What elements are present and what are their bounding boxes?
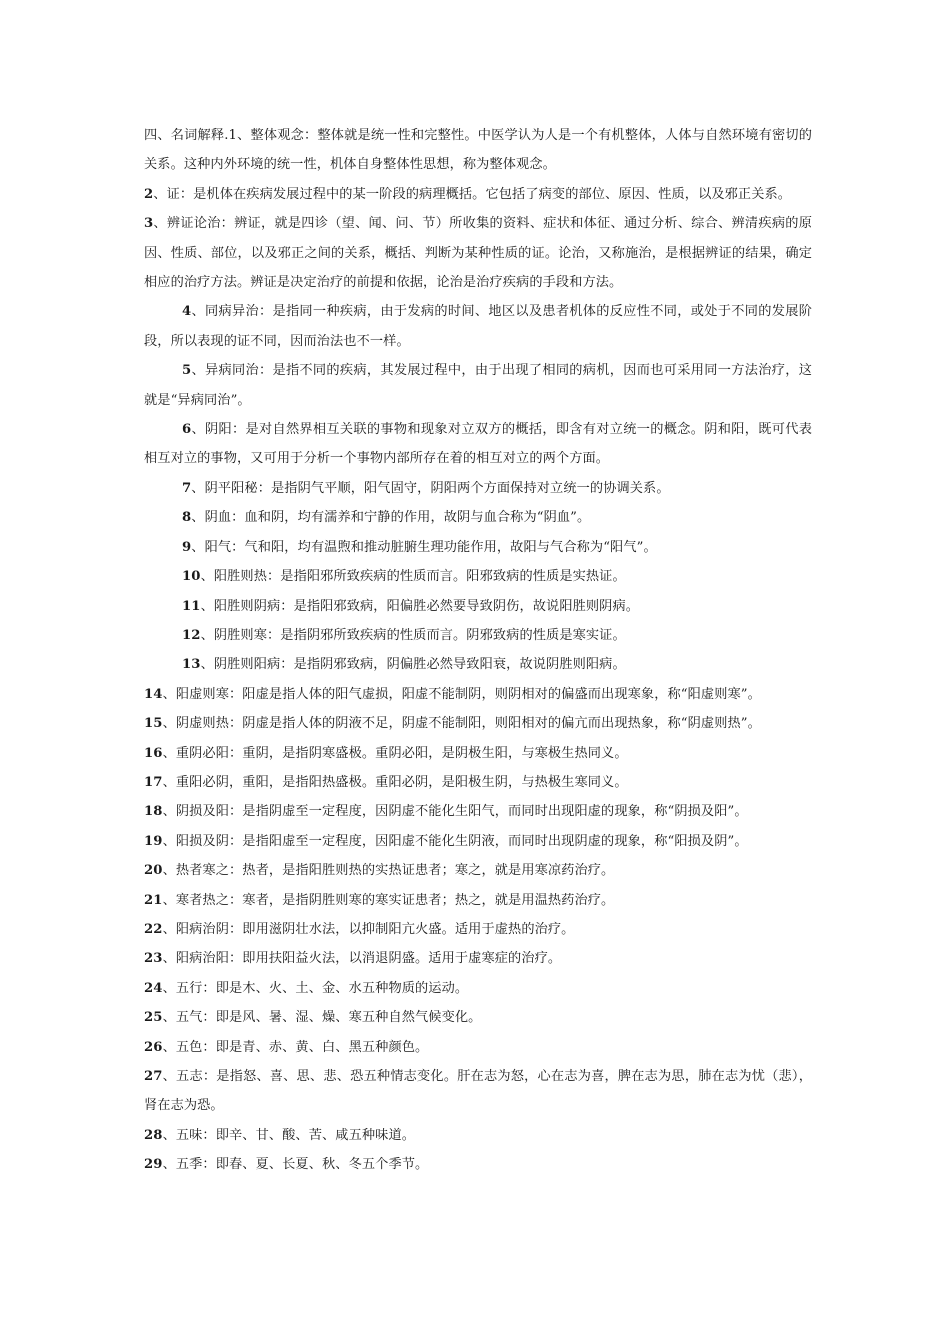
entry-text: 、阴血：血和阴，均有濡养和宁静的作用，故阴与血合称为“阴血”。 — [191, 510, 591, 526]
entry-13 — [144, 650, 812, 679]
entry-number: 14 — [144, 686, 163, 702]
entry-number: 5 — [182, 363, 192, 379]
entry-text: 、阳胜则热：是指阳邪所致疾病的性质而言。阳邪致病的性质是实热证。 — [200, 569, 626, 585]
entry-number: 16 — [144, 745, 163, 761]
entry-22 — [144, 915, 812, 944]
entry-12 — [144, 621, 812, 650]
entry-3 — [144, 209, 812, 297]
entry-5 — [144, 356, 812, 415]
entry-text: 、阴损及阳：是指阴虚至一定程度，因阴虚不能化生阳气，而同时出现阳虚的现象，称“阴损及阳”。 — [162, 804, 748, 820]
document-page — [144, 121, 812, 1180]
entry-number: 21 — [144, 892, 163, 908]
entry-20 — [144, 856, 812, 885]
entry-number: 10 — [182, 569, 201, 585]
entry-text: 、阴胜则阳病：是指阴邪致病，阴偏胜必然导致阳衰，故说阴胜则阳病。 — [200, 657, 626, 673]
entry-number: 29 — [144, 1157, 163, 1173]
entry-text: 、阳虚则寒：阳虚是指人体的阳气虚损，阳虚不能制阴，则阴相对的偏盛而出现寒象，称“阳虚则寒”。 — [162, 686, 761, 702]
entry-text: 、阴胜则寒：是指阴邪所致疾病的性质而言。阴邪致病的性质是寒实证。 — [200, 627, 626, 643]
entry-number: 11 — [182, 598, 201, 614]
entry-number: 6 — [182, 422, 192, 438]
entry-text: 、阳损及阴：是指阳虚至一定程度，因阳虚不能化生阴液，而同时出现阴虚的现象，称“阳损及阴”。 — [162, 833, 748, 849]
entry-number: 7 — [182, 480, 192, 496]
entry-number: 13 — [182, 657, 201, 673]
entry-9 — [144, 533, 812, 562]
entry-1 — [144, 121, 812, 180]
entry-text: 、阳胜则阴病：是指阳邪致病，阳偏胜必然要导致阴伤，故说阳胜则阴病。 — [200, 598, 640, 614]
entry-2 — [144, 180, 812, 209]
entry-27 — [144, 1062, 812, 1121]
entry-7 — [144, 474, 812, 503]
entry-23 — [144, 944, 812, 973]
entry-text: 、同病异治：是指同一种疾病，由于发病的时间、地区以及患者机体的反应性不同，或处于不同的发展阶段，所以表现的证不同，因而治法也不一样。 — [144, 304, 812, 349]
entry-19 — [144, 827, 812, 856]
entry-text: 、整体观念：整体就是统一性和完整性。中医学认为人是一个有机整体，人体与自然环境有密切的关系。这种内外环境的统一性，机体自身整体性思想，称为整体观念。 — [144, 128, 812, 173]
entry-4 — [144, 297, 812, 356]
entry-14 — [144, 680, 812, 709]
entry-text: 、阳气：气和阳，均有温煦和推动脏腑生理功能作用，故阳与气合称为“阳气”。 — [191, 539, 657, 555]
entry-21 — [144, 886, 812, 915]
entry-text: 、热者寒之：热者，是指阳胜则热的实热证患者；寒之，就是用寒凉药治疗。 — [162, 863, 615, 879]
entry-text: 、异病同治：是指不同的疾病，其发展过程中，由于出现了相同的病机，因而也可采用同一方法治疗，这就是“异病同治”。 — [144, 363, 812, 408]
entry-25 — [144, 1003, 812, 1032]
entry-text: 、重阳必阴，重阳，是指阳热盛极。重阳必阴，是阳极生阴，与热极生寒同义。 — [162, 774, 628, 790]
entry-text: 、五季：即春、夏、长夏、秋、冬五个季节。 — [162, 1157, 429, 1173]
entry-text: 、五气：即是风、暑、湿、燥、寒五种自然气候变化。 — [162, 1010, 482, 1026]
entry-number: 15 — [144, 716, 163, 732]
entry-number: 8 — [182, 510, 192, 526]
entry-number: 24 — [144, 980, 163, 996]
entry-text: 、辨证论治：辨证，就是四诊（望、闻、问、节）所收集的资料、症状和体征、通过分析、综合、辨清疾病的原因、性质、部位，以及邪正之间的关系，概括、判断为某种性质的证。论治，又称施治，是根据辨证的结果，确定相应的治疗方法。辨证是决定治疗的前提和依据，论治是治疗疾病的手段和方法。 — [144, 216, 812, 291]
entry-number: 18 — [144, 804, 163, 820]
entry-number: 20 — [144, 863, 163, 879]
entry-text: 、阳病治阳：即用扶阳益火法，以消退阴盛。适用于虚寒症的治疗。 — [162, 951, 562, 967]
entry-number: 19 — [144, 833, 163, 849]
entry-10 — [144, 562, 812, 591]
entry-28 — [144, 1121, 812, 1150]
entry-text: 、寒者热之：寒者，是指阴胜则寒的寒实证患者；热之，就是用温热药治疗。 — [162, 892, 615, 908]
entry-number: 17 — [144, 774, 163, 790]
entry-number: 22 — [144, 921, 163, 937]
entry-11 — [144, 592, 812, 621]
entry-number: 28 — [144, 1127, 163, 1143]
entry-26 — [144, 1033, 812, 1062]
entry-number: 四、名词解释.1 — [144, 128, 238, 143]
entry-number: 25 — [144, 1010, 163, 1026]
entry-text: 、五志：是指怒、喜、思、悲、恐五种情志变化。肝在志为怒，心在志为喜，脾在志为思，肺在志为忧（悲），肾在志为恐。 — [144, 1069, 812, 1114]
entry-text: 、五行：即是木、火、土、金、水五种物质的运动。 — [162, 980, 469, 996]
entry-text: 、重阴必阳：重阴，是指阴寒盛极。重阴必阳，是阴极生阳，与寒极生热同义。 — [162, 745, 628, 761]
entry-17 — [144, 768, 812, 797]
entry-number: 12 — [182, 627, 201, 643]
entry-8 — [144, 503, 812, 532]
entry-number: 3 — [144, 216, 154, 232]
entry-15 — [144, 709, 812, 738]
entry-18 — [144, 797, 812, 826]
entry-text: 、阴虚则热：阴虚是指人体的阴液不足，阴虚不能制阳，则阳相对的偏亢而出现热象，称“阴虚则热”。 — [162, 716, 761, 732]
entry-number: 27 — [144, 1069, 163, 1084]
entry-text: 、证：是机体在疾病发展过程中的某一阶段的病理概括。它包括了病变的部位、原因、性质，以及邪正关系。 — [153, 186, 792, 202]
entry-number: 9 — [182, 539, 192, 555]
entry-16 — [144, 739, 812, 768]
entry-text: 、阴平阳秘：是指阴气平顺，阳气固守，阴阳两个方面保持对立统一的协调关系。 — [191, 480, 670, 496]
entry-text: 、阴阳：是对自然界相互关联的事物和现象对立双方的概括，即含有对立统一的概念。阴和阳，既可代表相互对立的事物，又可用于分析一个事物内部所存在着的相互对立的两个方面。 — [144, 422, 812, 467]
entry-number: 2 — [144, 186, 154, 202]
entry-number: 26 — [144, 1039, 163, 1055]
entry-number: 4 — [182, 304, 192, 320]
entry-number: 23 — [144, 951, 163, 967]
entry-6 — [144, 415, 812, 474]
entry-24 — [144, 974, 812, 1003]
entry-29 — [144, 1150, 812, 1179]
entry-text: 、五色：即是青、赤、黄、白、黑五种颜色。 — [162, 1039, 429, 1055]
entry-text: 、五味：即辛、甘、酸、苦、咸五种味道。 — [162, 1127, 416, 1143]
entry-text: 、阳病治阴：即用滋阴壮水法，以抑制阳亢火盛。适用于虚热的治疗。 — [162, 921, 575, 937]
